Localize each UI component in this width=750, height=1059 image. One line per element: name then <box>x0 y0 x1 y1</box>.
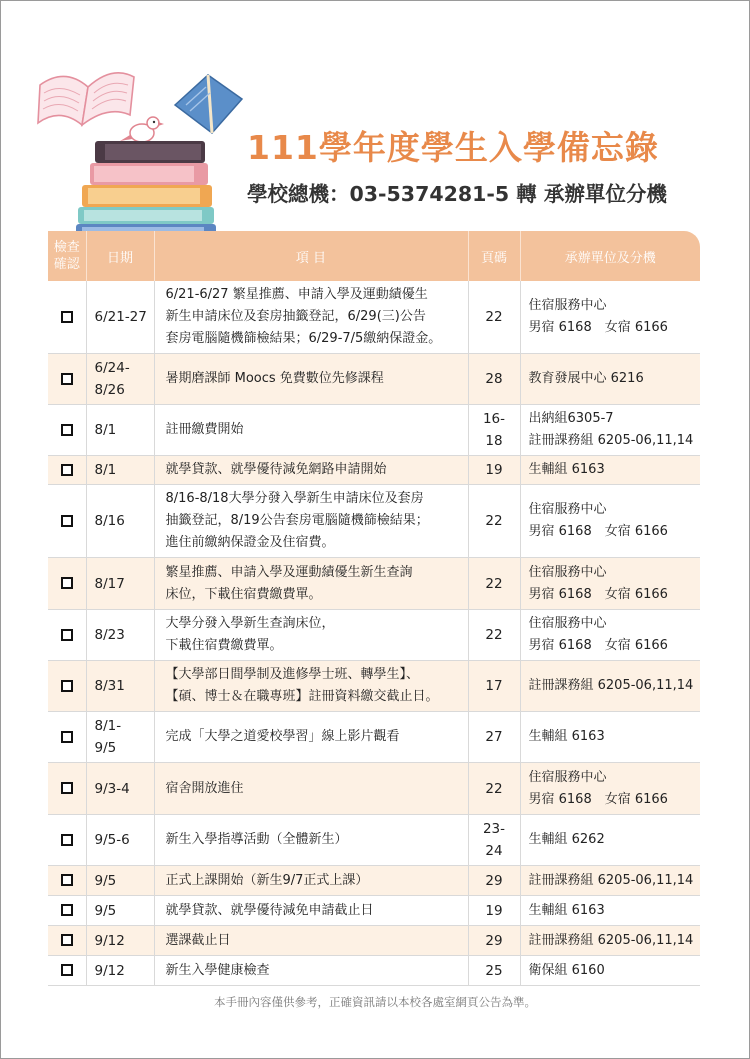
table-row <box>48 485 700 558</box>
item-cell <box>154 281 468 354</box>
table-row <box>48 712 700 763</box>
date-cell <box>86 281 154 354</box>
date-cell <box>86 866 154 896</box>
item-cell-line: 完成「大學之道愛校學習」線上影片觀看 <box>165 729 400 744</box>
header-page: 頁碼 <box>468 231 520 281</box>
page-cell: 22 <box>468 763 520 815</box>
page-cell: 16-18 <box>468 405 520 456</box>
header-check-line: 檢查 <box>53 240 80 255</box>
header-unit: 承辦單位及分機 <box>520 231 700 281</box>
page-cell: 29 <box>468 926 520 956</box>
check-cell <box>48 956 86 986</box>
page-cell: 29 <box>468 866 520 896</box>
date-cell-line: 9/5-6 <box>94 832 130 848</box>
table-row <box>48 815 700 866</box>
check-box[interactable] <box>61 577 73 589</box>
item-cell <box>154 405 468 456</box>
unit-cell-line: 註冊課務組 6205-06,11,14 <box>528 433 694 448</box>
unit-cell <box>520 610 700 661</box>
item-cell <box>154 354 468 405</box>
page-cell: 23-24 <box>468 815 520 866</box>
item-cell-line: 套房電腦隨機篩檢結果；6/29-7/5繳納保證金。 <box>165 331 442 346</box>
date-cell-line: 9/12 <box>94 962 125 979</box>
table-row <box>48 405 700 456</box>
item-cell-line: 床位，下載住宿費繳費單。 <box>165 586 322 602</box>
unit-cell-line: 生輔組 6163 <box>528 729 605 744</box>
item-cell-line: 【碩、博士＆在職專班】註冊資料繳交截止日。 <box>165 689 439 704</box>
check-box[interactable] <box>61 731 73 743</box>
header-item: 項 目 <box>154 231 468 281</box>
unit-cell-line: 住宿服務中心 <box>528 298 607 313</box>
table-row <box>48 661 700 712</box>
check-cell <box>48 815 86 866</box>
table-header-row <box>48 231 700 281</box>
date-cell <box>86 815 154 866</box>
date-cell <box>86 354 154 405</box>
check-cell <box>48 405 86 456</box>
unit-cell-line: 衛保組 6160 <box>528 962 605 978</box>
date-cell-line: 8/23 <box>94 627 125 643</box>
date-cell-line: 6/21-27 <box>94 309 147 325</box>
page-cell: 28 <box>468 354 520 405</box>
unit-cell-line: 男宿 6168 女宿 6166 <box>528 791 668 807</box>
item-cell-line: 新生申請床位及套房抽籤登記，6/29(三)公告 <box>165 309 426 324</box>
unit-cell-line: 生輔組 6163 <box>528 462 605 477</box>
table-row <box>48 610 700 661</box>
unit-cell-line: 住宿服務中心 <box>528 769 607 785</box>
check-box[interactable] <box>61 964 73 976</box>
unit-cell-line: 出納組6305-7 <box>528 411 614 426</box>
header-check-line: 確認 <box>53 257 80 272</box>
footer-note: 本手冊內容僅供參考，正確資訊請以本校各處室網頁公告為準。 <box>214 995 536 1009</box>
check-box[interactable] <box>61 934 73 946</box>
check-cell <box>48 712 86 763</box>
unit-cell <box>520 661 700 712</box>
date-cell-line: 8/17 <box>94 575 125 592</box>
date-cell-line: 8/16 <box>94 513 125 529</box>
check-cell <box>48 610 86 661</box>
date-cell <box>86 485 154 558</box>
header-check <box>48 231 86 281</box>
check-box[interactable] <box>61 680 73 692</box>
bird-icon <box>120 117 164 142</box>
item-cell-line: 繁星推薦、申請入學及運動績優生新生查詢 <box>165 564 413 580</box>
item-cell-line: 新生入學健康檢查 <box>165 962 270 978</box>
unit-cell <box>520 405 700 456</box>
item-cell <box>154 558 468 610</box>
check-cell <box>48 763 86 815</box>
check-box[interactable] <box>61 874 73 886</box>
unit-cell-line: 男宿 6168 女宿 6166 <box>528 320 668 335</box>
unit-cell-line: 住宿服務中心 <box>528 616 607 631</box>
item-cell <box>154 763 468 815</box>
unit-cell <box>520 763 700 815</box>
check-cell <box>48 866 86 896</box>
table-row <box>48 281 700 354</box>
unit-cell-line: 註冊課務組 6205-06,11,14 <box>528 678 694 693</box>
date-cell <box>86 926 154 956</box>
unit-cell-line: 註冊課務組 6205-06,11,14 <box>528 872 694 888</box>
table-row <box>48 926 700 956</box>
item-cell <box>154 956 468 986</box>
date-cell-line: 8/1- <box>94 718 122 734</box>
item-cell <box>154 815 468 866</box>
unit-cell-line: 教育發展中心 6216 <box>528 371 644 386</box>
unit-cell-line: 生輔組 6163 <box>528 902 605 918</box>
check-cell <box>48 558 86 610</box>
page-cell: 22 <box>468 558 520 610</box>
unit-cell <box>520 485 700 558</box>
check-box[interactable] <box>61 515 73 527</box>
item-cell-line: 正式上課開始（新生9/7正式上課） <box>165 872 369 888</box>
check-box[interactable] <box>61 782 73 794</box>
date-cell <box>86 405 154 456</box>
table-row <box>48 456 700 485</box>
date-cell <box>86 763 154 815</box>
header-date: 日期 <box>86 231 154 281</box>
item-cell-line: 下載住宿費繳費單。 <box>165 638 283 653</box>
page-cell: 22 <box>468 485 520 558</box>
item-cell-line: 註冊繳費開始 <box>165 422 244 437</box>
unit-cell-line: 住宿服務中心 <box>528 564 607 580</box>
unit-cell <box>520 815 700 866</box>
date-cell-line: 9/5 <box>94 740 117 756</box>
item-cell-line: 宿舍開放進住 <box>165 780 244 796</box>
date-cell <box>86 558 154 610</box>
date-cell <box>86 610 154 661</box>
table-row <box>48 354 700 405</box>
item-cell-line: 大學分發入學新生查詢床位， <box>165 616 335 631</box>
page-cell: 22 <box>468 281 520 354</box>
check-cell <box>48 456 86 485</box>
unit-cell <box>520 712 700 763</box>
date-cell <box>86 456 154 485</box>
check-box[interactable] <box>61 834 73 846</box>
item-cell <box>154 456 468 485</box>
unit-cell <box>520 956 700 986</box>
schedule-table <box>48 231 700 986</box>
page-cell: 19 <box>468 456 520 485</box>
check-box[interactable] <box>61 424 73 436</box>
item-cell-line: 抽籤登記，8/19公告套房電腦隨機篩檢結果； <box>165 513 429 528</box>
item-cell <box>154 866 468 896</box>
date-cell <box>86 896 154 926</box>
check-cell <box>48 485 86 558</box>
unit-cell <box>520 558 700 610</box>
unit-cell <box>520 281 700 354</box>
date-cell-line: 8/1 <box>94 422 117 438</box>
item-cell-line: 暑期磨課師 Moocs 免費數位先修課程 <box>165 371 384 386</box>
open-book-left-icon <box>38 73 134 125</box>
check-box[interactable] <box>61 464 73 476</box>
page-cell: 17 <box>468 661 520 712</box>
item-cell <box>154 610 468 661</box>
unit-cell <box>520 354 700 405</box>
item-cell-line: 8/16-8/18大學分發入學新生申請床位及套房 <box>165 491 424 506</box>
page-cell: 27 <box>468 712 520 763</box>
date-cell-line: 6/24- <box>94 360 130 376</box>
flying-book-icon <box>175 75 242 133</box>
date-cell-line: 9/5 <box>94 902 117 919</box>
item-cell <box>154 485 468 558</box>
book-stack-icon <box>76 141 216 243</box>
item-cell <box>154 712 468 763</box>
table-row <box>48 558 700 610</box>
item-cell-line: 就學貸款、就學優待減免申請截止日 <box>165 902 374 918</box>
check-box[interactable] <box>61 311 73 323</box>
school-phone-subtitle: 學校總機：03-5374281-5 轉 承辦單位分機 <box>247 182 667 206</box>
item-cell <box>154 661 468 712</box>
unit-cell <box>520 926 700 956</box>
unit-cell-line: 生輔組 6262 <box>528 832 605 847</box>
check-box[interactable] <box>61 373 73 385</box>
date-cell-line: 9/3-4 <box>94 780 130 797</box>
page-cell: 22 <box>468 610 520 661</box>
date-cell-line: 8/1 <box>94 462 117 478</box>
date-cell-line: 9/12 <box>94 932 125 949</box>
table-row <box>48 763 700 815</box>
page-title: 111學年度學生入學備忘錄 <box>247 128 659 167</box>
item-cell-line: 就學貸款、就學優待減免網路申請開始 <box>165 462 387 477</box>
table-row <box>48 956 700 986</box>
unit-cell <box>520 896 700 926</box>
date-cell-line: 8/31 <box>94 678 125 694</box>
unit-cell-line: 註冊課務組 6205-06,11,14 <box>528 932 694 948</box>
item-cell-line: 【大學部日間學制及進修學士班、轉學生】、 <box>165 667 420 682</box>
unit-cell-line: 男宿 6168 女宿 6166 <box>528 586 668 602</box>
unit-cell-line: 男宿 6168 女宿 6166 <box>528 638 668 653</box>
unit-cell <box>520 866 700 896</box>
page-cell: 25 <box>468 956 520 986</box>
check-box[interactable] <box>61 904 73 916</box>
item-cell <box>154 896 468 926</box>
books-illustration <box>30 55 255 245</box>
item-cell-line: 選課截止日 <box>165 932 231 948</box>
table-row <box>48 866 700 896</box>
item-cell-line: 新生入學指導活動（全體新生） <box>165 832 348 847</box>
date-cell <box>86 661 154 712</box>
check-box[interactable] <box>61 629 73 641</box>
item-cell-line: 進住前繳納保證金及住宿費。 <box>165 535 335 550</box>
date-cell <box>86 956 154 986</box>
date-cell-line: 9/5 <box>94 872 117 889</box>
check-cell <box>48 281 86 354</box>
item-cell <box>154 926 468 956</box>
check-cell <box>48 926 86 956</box>
table-row <box>48 896 700 926</box>
unit-cell-line: 住宿服務中心 <box>528 502 607 517</box>
date-cell <box>86 712 154 763</box>
table-body <box>48 281 700 986</box>
unit-cell-line: 男宿 6168 女宿 6166 <box>528 524 668 539</box>
check-cell <box>48 354 86 405</box>
item-cell-line: 6/21-6/27 繁星推薦、申請入學及運動績優生 <box>165 287 428 302</box>
check-cell <box>48 896 86 926</box>
check-cell <box>48 661 86 712</box>
unit-cell <box>520 456 700 485</box>
page-cell: 19 <box>468 896 520 926</box>
date-cell-line: 8/26 <box>94 382 125 398</box>
